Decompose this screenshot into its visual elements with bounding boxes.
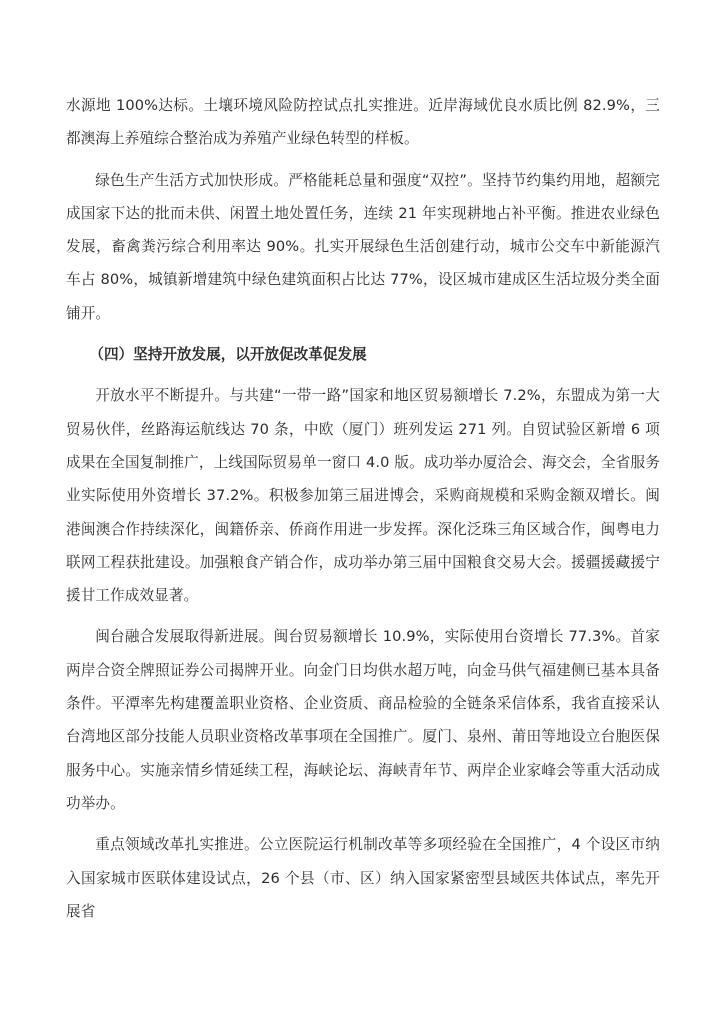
paragraph-key-reforms: 重点领域改革扎实推进。公立医院运行机制改革等多项经验在全国推广，4 个设区市纳入国家城市医联体建设试点，26 个县（市、区）纳入国家紧密型县域医共体试点，率先开展省	[66, 836, 660, 920]
section-heading-open-development: （四）坚持开放发展，以开放促改革促发展	[89, 346, 367, 364]
paragraph-cross-strait: 闽台融合发展取得新进展。闽台贸易额增长 10.9%，实际使用台资增长 77.3%。首家两岸合资全牌照证券公司揭牌开业。向金门日均供水超万吨，向金马供气福建侧已基本具备条件。平潭率先构建覆盖职业资格、企业资质、商品检验的全链条采信体系，我省直接采认台湾地区部分技能人员职业资格改革事项在全国推广。厦门、泉州、莆田等地设立台胞医保服务中心。实施亲情乡情延续工程，海峡论坛、海峡青年节、两岸企业家峰会等重大活动成功举办。	[66, 628, 660, 812]
paragraph-opening-up: 开放水平不断提升。与共建“一带一路”国家和地区贸易额增长 7.2%，东盟成为第一大贸易伙伴，丝路海运航线达 70 条，中欧（厦门）班列发运 271 列。自贸试验区新增 6 项成果在全国复制推广，上线国际贸易单一窗口 4.0 版。成功举办厦洽会、海交会，全省服务业实际使用外资增长 37.2%。积极参加第三届进博会，采购商规模和采购金额双增长。闽港闽澳合作持续深化，闽籍侨亲、侨商作用进一步发挥。深化泛珠三角区域合作，闽粤电力联网工程获批建设。加强粮食产销合作，成功举办第三届中国粮食交易大会。援疆援藏援宁援甘工作成效显著。	[66, 387, 660, 605]
document-page	[66, 89, 660, 928]
paragraph-green-lifestyle: 绿色生产生活方式加快形成。严格能耗总量和强度“双控”。坚持节约集约用地，超额完成国家下达的批而未供、闲置土地处置任务，连续 21 年实现耕地占补平衡。推进农业绿色发展，畜禽粪污综合利用率达 90%。扎实开展绿色生活创建行动，城市公交车中新能源汽车占 80%，城镇新增建筑中绿色建筑面积占比达 77%，设区城市建成区生活垃圾分类全面铺开。	[66, 171, 660, 322]
paragraph-water-quality: 水源地 100%达标。土壤环境风险防控试点扎实推进。近岸海域优良水质比例 82.9%，三都澳海上养殖综合整治成为养殖产业绿色转型的样板。	[66, 97, 660, 148]
